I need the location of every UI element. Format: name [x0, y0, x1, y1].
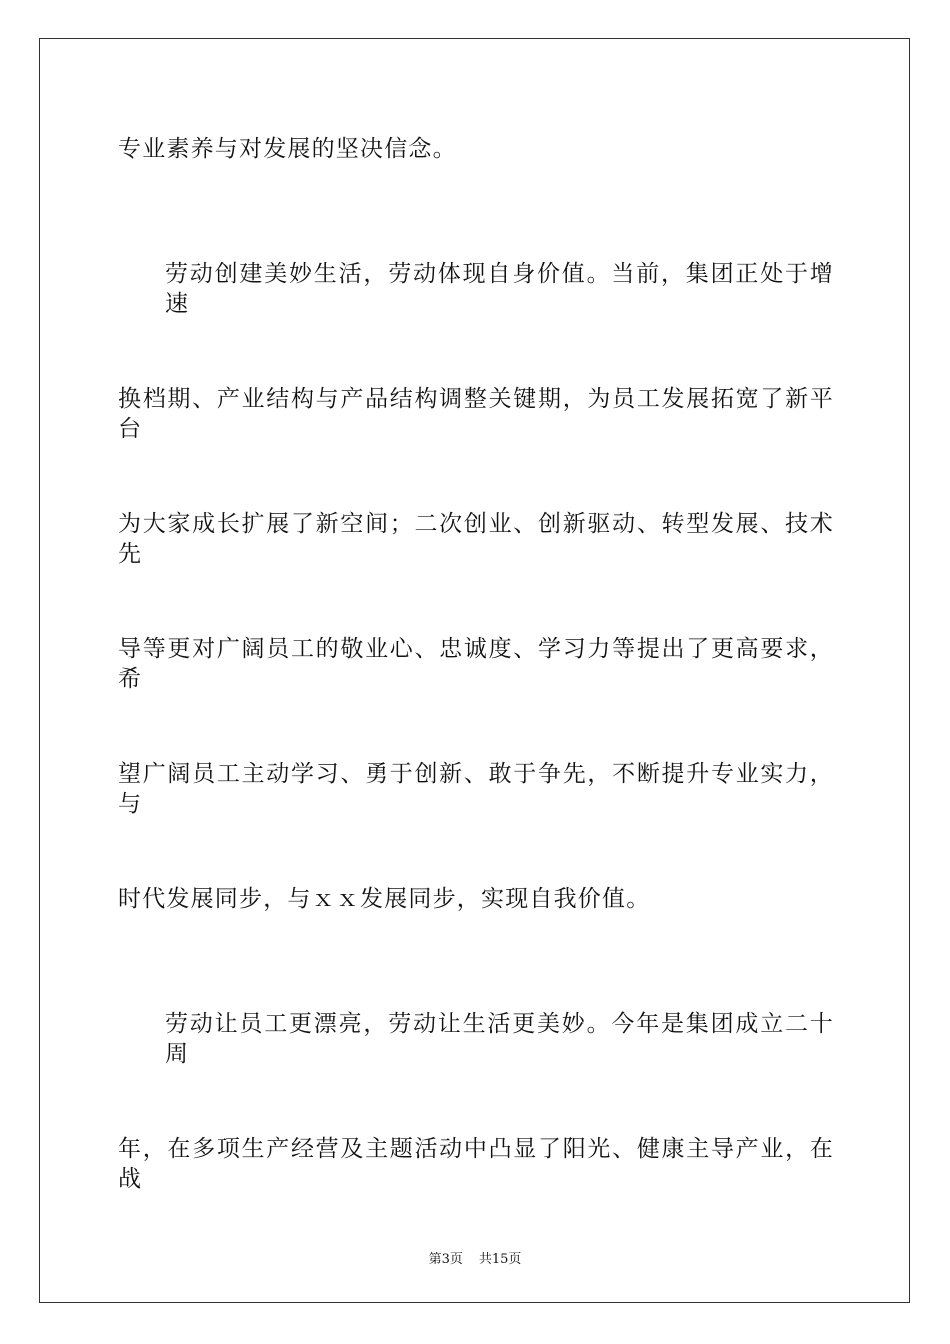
text-line-2: 劳动创建美妙生活，劳动体现自身价值。当前，集团正处于增速 — [165, 261, 834, 317]
text-line-8: 劳动让员工更漂亮，劳动让生活更美妙。今年是集团成立二十周 — [165, 1011, 834, 1067]
text-line-3: 换档期、产业结构与产品结构调整关键期，为员工发展拓宽了新平台 — [118, 386, 834, 442]
text-line-5: 导等更对广阔员工的敬业心、忠诚度、学习力等提出了更高要求，希 — [118, 636, 834, 692]
text-line-9: 年，在多项生产经营及主题活动中凸显了阳光、健康主导产业，在战 — [118, 1136, 834, 1192]
text-line-7: 时代发展同步，与ｘｘ发展同步，实现自我价值。 — [118, 886, 651, 912]
text-line-1: 专业素养与对发展的坚决信念。 — [118, 136, 457, 162]
page-number: 第3页 — [428, 1252, 463, 1267]
text-line-4: 为大家成长扩展了新空间；二次创业、创新驱动、转型发展、技术先 — [118, 511, 834, 567]
page-footer — [0, 1248, 950, 1267]
page-total: 共15页 — [478, 1252, 522, 1267]
text-line-6: 望广阔员工主动学习、勇于创新、敢于争先，不断提升专业实力，与 — [118, 761, 834, 817]
